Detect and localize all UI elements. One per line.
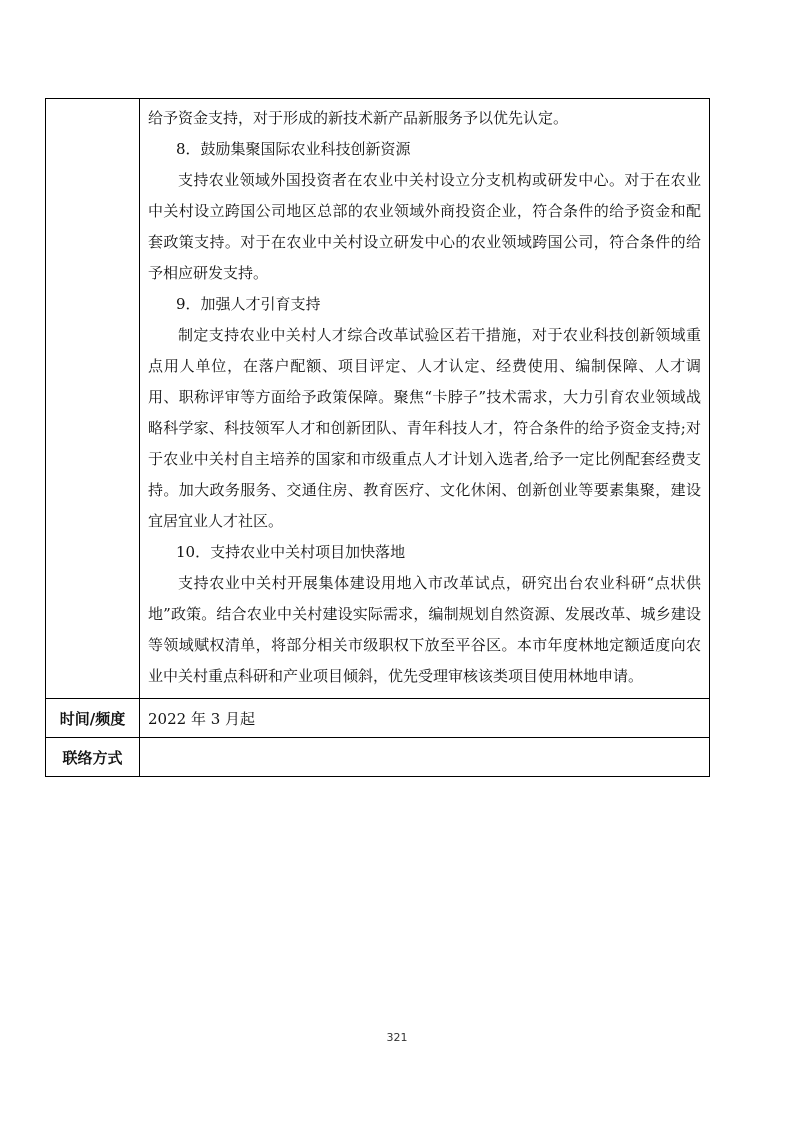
policy-table <box>45 98 710 777</box>
section-8-paragraph: 支持农业领域外国投资者在农业中关村设立分支机构或研发中心。对于在农业中关村设立跨国公司地区总部的农业领域外商投资企业，符合条件的给予资金和配套政策支持。对于在农业中关村设立研发中心的农业领域跨国公司，符合条件的给予相应研发支持。 <box>148 171 701 282</box>
section-8-heading: 8．鼓励集聚国际农业科技创新资源 <box>176 140 411 158</box>
time-row <box>46 699 710 738</box>
section-9-paragraph: 制定支持农业中关村人才综合改革试验区若干措施，对于农业科技创新领域重点用人单位，在落户配额、项目评定、人才认定、经费使用、编制保障、人才调用、职称评审等方面给予政策保障。聚焦“卡脖子”技术需求，大力引育农业领域战略科学家、科技领军人才和创新团队、青年科技人才，符合条件的给予资金支持;对于农业中关村自主培养的国家和市级重点人才计划入选者,给予一定比例配套经费支持。加大政务服务、交通住房、教育医疗、文化休闲、创新创业等要素集聚，建设宜居宜业人才社区。 <box>148 326 701 530</box>
intro-paragraph: 给予资金支持，对于形成的新技术新产品新服务予以优先认定。 <box>148 109 569 127</box>
content-label-cell <box>46 99 140 699</box>
time-label: 时间/频度 <box>46 699 140 738</box>
section-10-paragraph: 支持农业中关村开展集体建设用地入市改革试点，研究出台农业科研“点状供地”政策。结合农业中关村建设实际需求，编制规划自然资源、发展改革、城乡建设等领域赋权清单，将部分相关市级职权下放至平谷区。本市年度林地定额适度向农业中关村重点科研和产业项目倾斜，优先受理审核该类项目使用林地申请。 <box>148 574 701 685</box>
page-number: 321 <box>386 1031 408 1044</box>
contact-row <box>46 738 710 777</box>
time-value: 2022 年 3 月起 <box>140 699 710 738</box>
section-9-heading: 9．加强人才引育支持 <box>176 295 321 313</box>
content-cell <box>140 99 710 699</box>
contact-label: 联络方式 <box>46 738 140 777</box>
section-10-heading: 10．支持农业中关村项目加快落地 <box>176 543 406 561</box>
content-row <box>46 99 710 699</box>
contact-value <box>140 738 710 777</box>
